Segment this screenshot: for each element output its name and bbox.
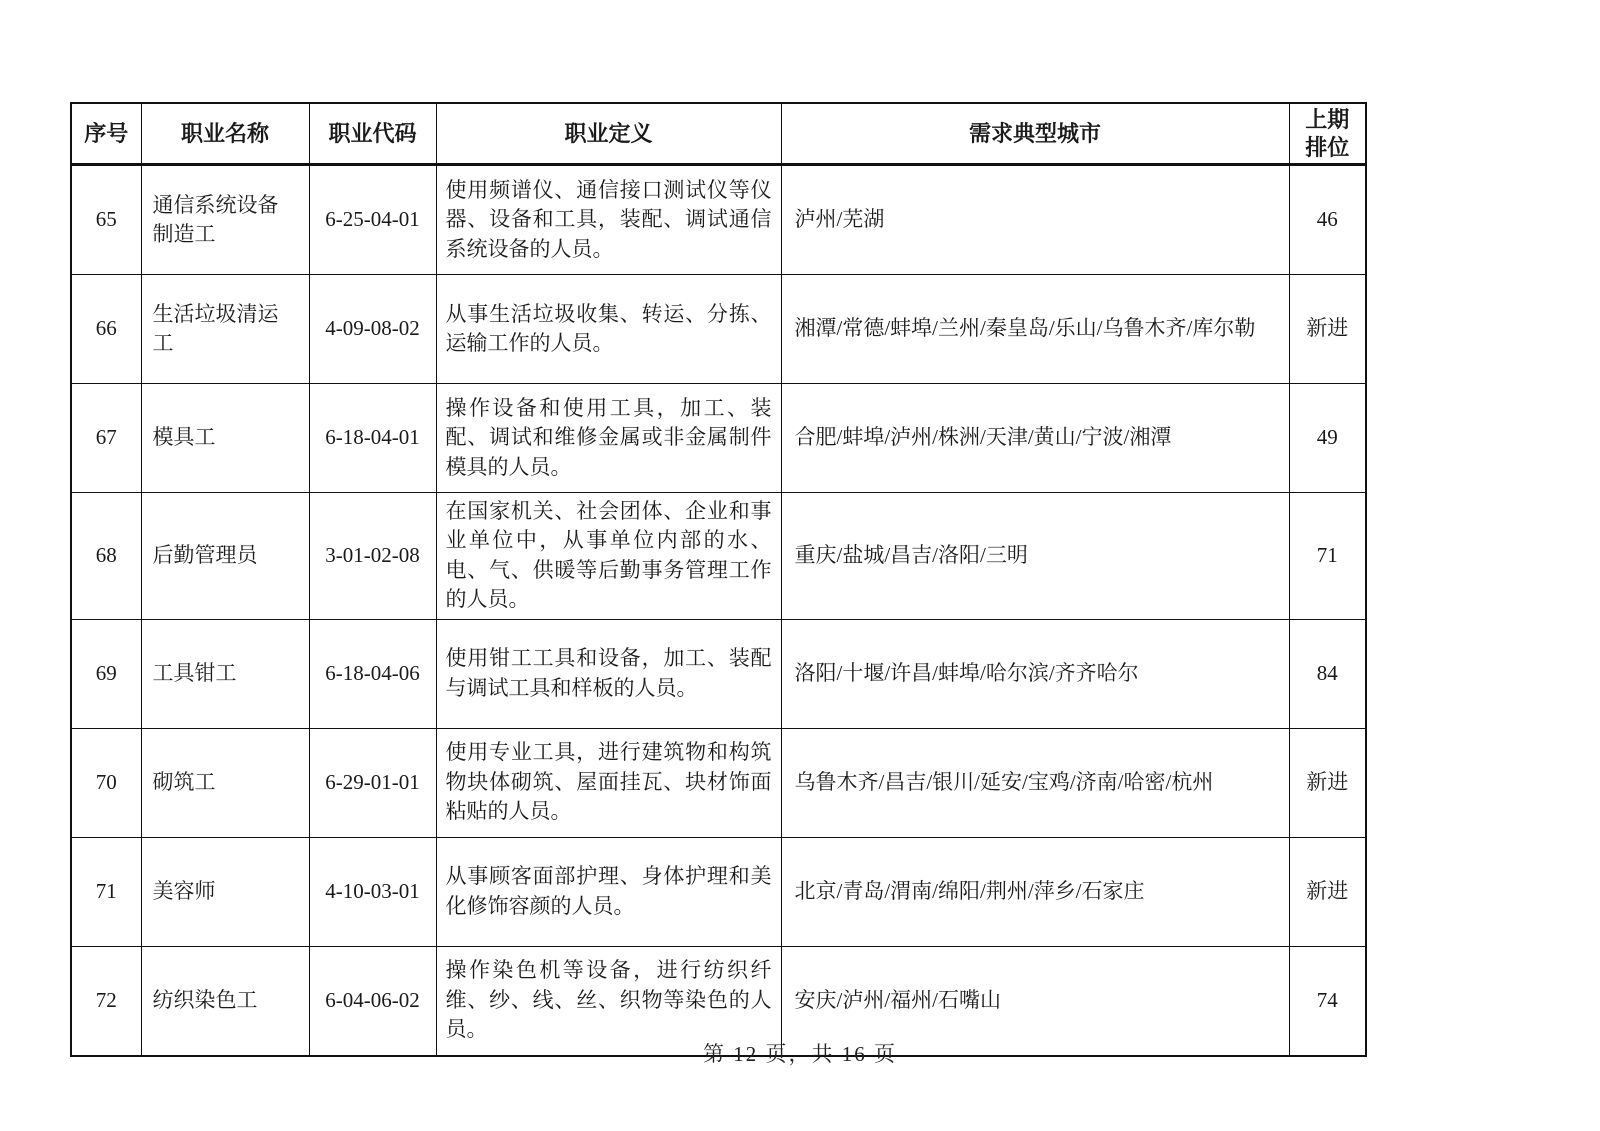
cell-demand-cities: 乌鲁木齐/昌吉/银川/延安/宝鸡/济南/哈密/杭州 — [781, 728, 1289, 837]
cell-occupation-code: 4-09-08-02 — [309, 275, 436, 384]
cell-occupation-name: 纺织染色工 — [141, 946, 309, 1056]
cell-previous-rank: 46 — [1289, 165, 1366, 275]
cell-serial-number: 67 — [71, 384, 141, 493]
cell-occupation-name: 通信系统设备制造工 — [141, 165, 309, 275]
table-row — [71, 384, 1366, 493]
cell-serial-number: 70 — [71, 728, 141, 837]
cell-occupation-name: 模具工 — [141, 384, 309, 493]
table-row — [71, 837, 1366, 946]
cell-demand-cities: 安庆/泸州/福州/石嘴山 — [781, 946, 1289, 1056]
cell-previous-rank: 新进 — [1289, 728, 1366, 837]
cell-occupation-definition: 使用专业工具，进行建筑物和构筑物块体砌筑、屋面挂瓦、块材饰面粘贴的人员。 — [436, 728, 781, 837]
cell-occupation-code: 6-18-04-01 — [309, 384, 436, 493]
cell-occupation-code: 4-10-03-01 — [309, 837, 436, 946]
cell-serial-number: 66 — [71, 275, 141, 384]
column-header-occupation-code: 职业代码 — [309, 103, 436, 165]
cell-serial-number: 71 — [71, 837, 141, 946]
cell-occupation-code: 6-29-01-01 — [309, 728, 436, 837]
cell-previous-rank: 新进 — [1289, 275, 1366, 384]
cell-serial-number: 65 — [71, 165, 141, 275]
column-header-occupation-name: 职业名称 — [141, 103, 309, 165]
table-row — [71, 275, 1366, 384]
cell-serial-number: 68 — [71, 493, 141, 620]
occupation-rank-table — [70, 102, 1367, 1057]
cell-occupation-definition: 操作染色机等设备，进行纺织纤维、纱、线、丝、织物等染色的人员。 — [436, 946, 781, 1056]
page-number-footer: 第 12 页，共 16 页 — [703, 1042, 897, 1066]
cell-previous-rank: 74 — [1289, 946, 1366, 1056]
table-row — [71, 165, 1366, 275]
column-header-previous-rank: 上期排位 — [1289, 103, 1366, 165]
column-header-serial-number: 序号 — [71, 103, 141, 165]
cell-occupation-definition: 使用钳工工具和设备，加工、装配与调试工具和样板的人员。 — [436, 619, 781, 728]
cell-demand-cities: 洛阳/十堰/许昌/蚌埠/哈尔滨/齐齐哈尔 — [781, 619, 1289, 728]
cell-occupation-code: 6-25-04-01 — [309, 165, 436, 275]
column-header-occupation-definition: 职业定义 — [436, 103, 781, 165]
cell-occupation-name: 生活垃圾清运工 — [141, 275, 309, 384]
cell-demand-cities: 合肥/蚌埠/泸州/株洲/天津/黄山/宁波/湘潭 — [781, 384, 1289, 493]
cell-serial-number: 72 — [71, 946, 141, 1056]
cell-occupation-definition: 从事顾客面部护理、身体护理和美化修饰容颜的人员。 — [436, 837, 781, 946]
cell-occupation-name: 工具钳工 — [141, 619, 309, 728]
cell-occupation-name: 后勤管理员 — [141, 493, 309, 620]
table-row — [71, 493, 1366, 620]
cell-occupation-definition: 操作设备和使用工具，加工、装配、调试和维修金属或非金属制件模具的人员。 — [436, 384, 781, 493]
cell-occupation-definition: 使用频谱仪、通信接口测试仪等仪器、设备和工具，装配、调试通信系统设备的人员。 — [436, 165, 781, 275]
cell-occupation-name: 美容师 — [141, 837, 309, 946]
cell-previous-rank: 49 — [1289, 384, 1366, 493]
cell-occupation-definition: 从事生活垃圾收集、转运、分拣、运输工作的人员。 — [436, 275, 781, 384]
cell-previous-rank: 84 — [1289, 619, 1366, 728]
cell-occupation-name: 砌筑工 — [141, 728, 309, 837]
cell-occupation-code: 6-18-04-06 — [309, 619, 436, 728]
cell-occupation-code: 6-04-06-02 — [309, 946, 436, 1056]
cell-demand-cities: 北京/青岛/渭南/绵阳/荆州/萍乡/石家庄 — [781, 837, 1289, 946]
cell-occupation-code: 3-01-02-08 — [309, 493, 436, 620]
cell-serial-number: 69 — [71, 619, 141, 728]
cell-demand-cities: 湘潭/常德/蚌埠/兰州/秦皇岛/乐山/乌鲁木齐/库尔勒 — [781, 275, 1289, 384]
column-header-demand-cities: 需求典型城市 — [781, 103, 1289, 165]
table-row — [71, 619, 1366, 728]
table-row — [71, 728, 1366, 837]
cell-occupation-definition: 在国家机关、社会团体、企业和事业单位中，从事单位内部的水、电、气、供暖等后勤事务管理工作的人员。 — [436, 493, 781, 620]
cell-previous-rank: 新进 — [1289, 837, 1366, 946]
cell-previous-rank: 71 — [1289, 493, 1366, 620]
cell-demand-cities: 泸州/芜湖 — [781, 165, 1289, 275]
table-header-row — [71, 103, 1366, 165]
cell-demand-cities: 重庆/盐城/昌吉/洛阳/三明 — [781, 493, 1289, 620]
